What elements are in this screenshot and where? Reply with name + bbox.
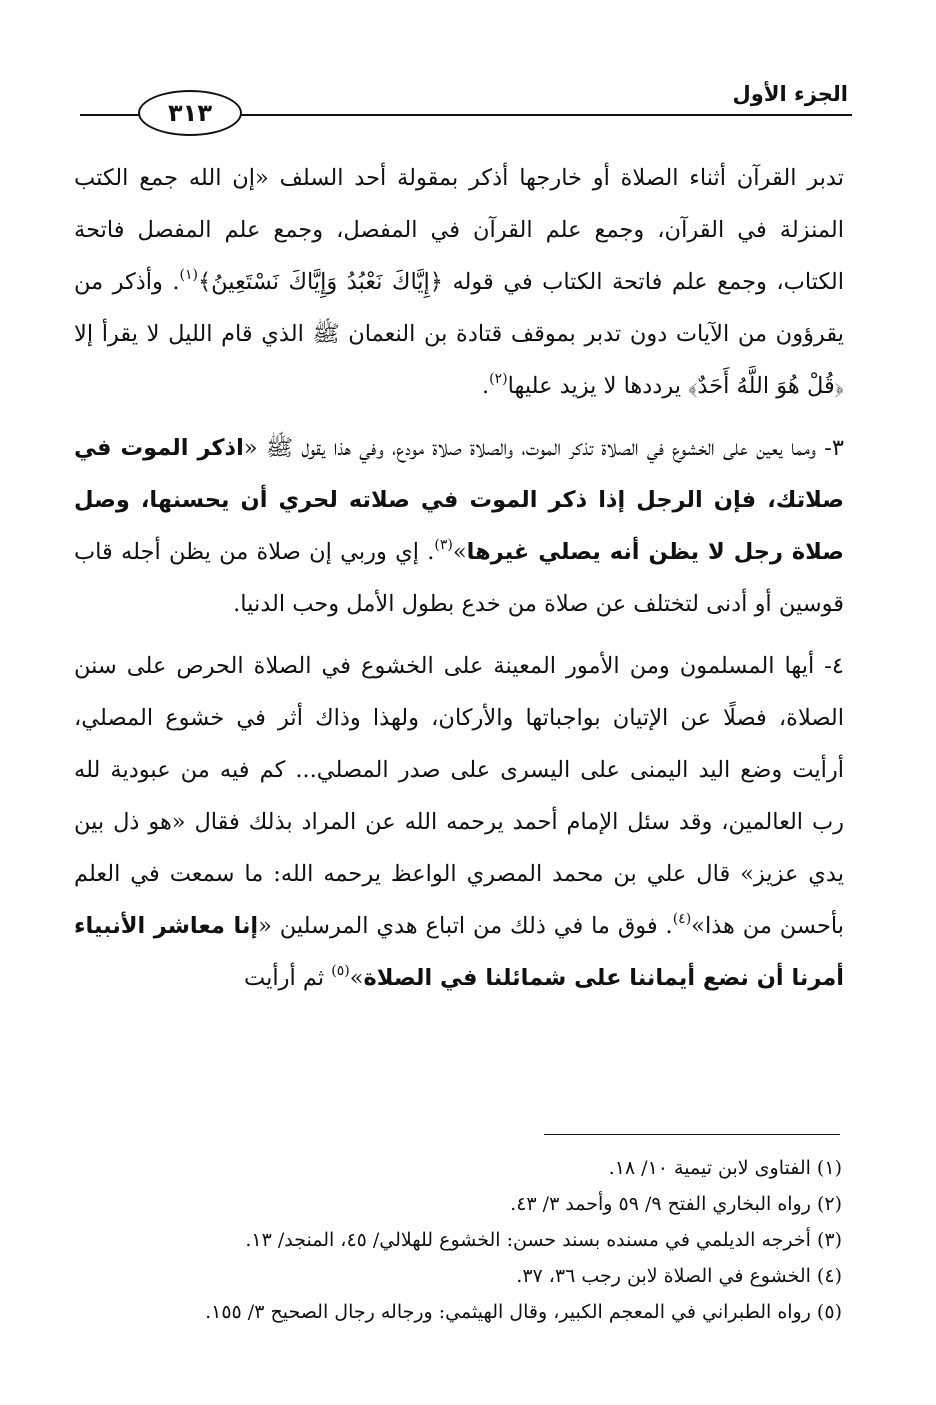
- footnote: (٤) الخشوع في الصلاة لابن رجب ٣٦، ٣٧.: [516, 1265, 842, 1287]
- bold-quote: اذكر الموت في صلاتك، فإن الرجل إذا ذكر الموت في صلاته لحري أن يحسنها، وصل صلاة رجل لا يظن أنه يصلي غيرها: [74, 435, 845, 565]
- text-run: ٣- ومما يعين على الخشوع في الصلاة تذكر الموت، والصلاة صلاة مودع، وفي هذا يقول ﷺ «: [243, 435, 844, 461]
- footnote-marker: (٣): [434, 537, 453, 553]
- paragraph: [74, 422, 844, 630]
- bold-quote: إنا معاشر الأنبياء أمرنا أن نضع أيماننا على شمائلنا في الصلاة: [74, 913, 844, 991]
- text-run: . فوق ما في ذلك من اتباع هدي المرسلين «: [258, 913, 673, 939]
- page-number-badge: [138, 90, 242, 136]
- text-run: »: [452, 539, 467, 565]
- footnote: (٥) رواه الطبراني في المعجم الكبير، وقال الهيثمي: ورجاله رجال الصحيح ٣/ ١٥٥.: [205, 1301, 842, 1323]
- text-run: ٤- أيها المسلمون ومن الأمور المعينة على الخشوع في الصلاة الحرص على سنن الصلاة، فصلًا عن الإتيان بواجباتها والأركان، ولهذا وذاك أثر في خشوع المصلي، أرأيت وضع اليد اليمنى على اليسرى على صدر المصلي... كم فيه من عبودية لله رب العالمين، وقد سئل الإمام أحمد يرحمه الله عن المراد بذلك فقال «هو ذل بين يدي عزيز» قال علي بن محمد المصري الواعظ يرحمه الله: ما سمعت في العلم بأحسن من هذا»: [74, 653, 844, 939]
- footnote-marker: (٢): [489, 371, 508, 387]
- footnote: (٢) رواه البخاري الفتح ٩/ ٥٩ وأحمد ٣/ ٤٣.: [510, 1193, 842, 1215]
- text-run: . إي وربي إن صلاة من يظن أجله قاب قوسين أو أدنى لتختلف عن صلاة من خدع بطول الأمل وحب الدنيا.: [74, 539, 844, 617]
- paragraph: [74, 640, 844, 1004]
- text-run: »: [349, 965, 364, 991]
- body-text: [74, 152, 844, 1004]
- footnote-marker: (١): [179, 267, 198, 283]
- footnote: (١) الفتاوى لابن تيمية ١٠/ ١٨.: [608, 1157, 842, 1179]
- footnote-marker: (٤): [672, 911, 692, 927]
- text-run: .: [482, 373, 490, 399]
- page-number: ٣١٣: [168, 99, 212, 127]
- paragraph: [74, 152, 844, 412]
- footnotes: [74, 1150, 842, 1330]
- footnote-marker: (٥): [331, 963, 350, 979]
- footnote: (٣) أخرجه الديلمي في مسنده بسند حسن: الخشوع للهلالي/ ٤٥، المنجد/ ١٣.: [245, 1229, 842, 1251]
- footnote-separator: [544, 1134, 840, 1135]
- part-title: الجزء الأول: [732, 82, 848, 106]
- text-run: تدبر القرآن أثناء الصلاة أو خارجها أذكر بمقولة أحد السلف «إن الله جمع الكتب المنزلة في القرآن، وجمع علم القرآن في المفصل، وجمع علم المفصل فاتحة الكتاب، وجمع علم فاتحة الكتاب في قوله ﴿إِيَّاكَ نَعْبُدُ وَإِيَّاكَ نَسْتَعِينُ﴾: [74, 165, 844, 295]
- text-run: ثم أرأيت: [243, 965, 332, 991]
- text-run: . وأذكر من يقرؤون من الآيات دون تدبر بموقف قتادة بن النعمان ﷺ الذي قام الليل لا يقرأ إلا ﴿قُلْ هُوَ اللَّهُ أَحَدٌ﴾ يرددها لا يزيد عليها: [74, 269, 844, 399]
- page-header: [80, 72, 852, 132]
